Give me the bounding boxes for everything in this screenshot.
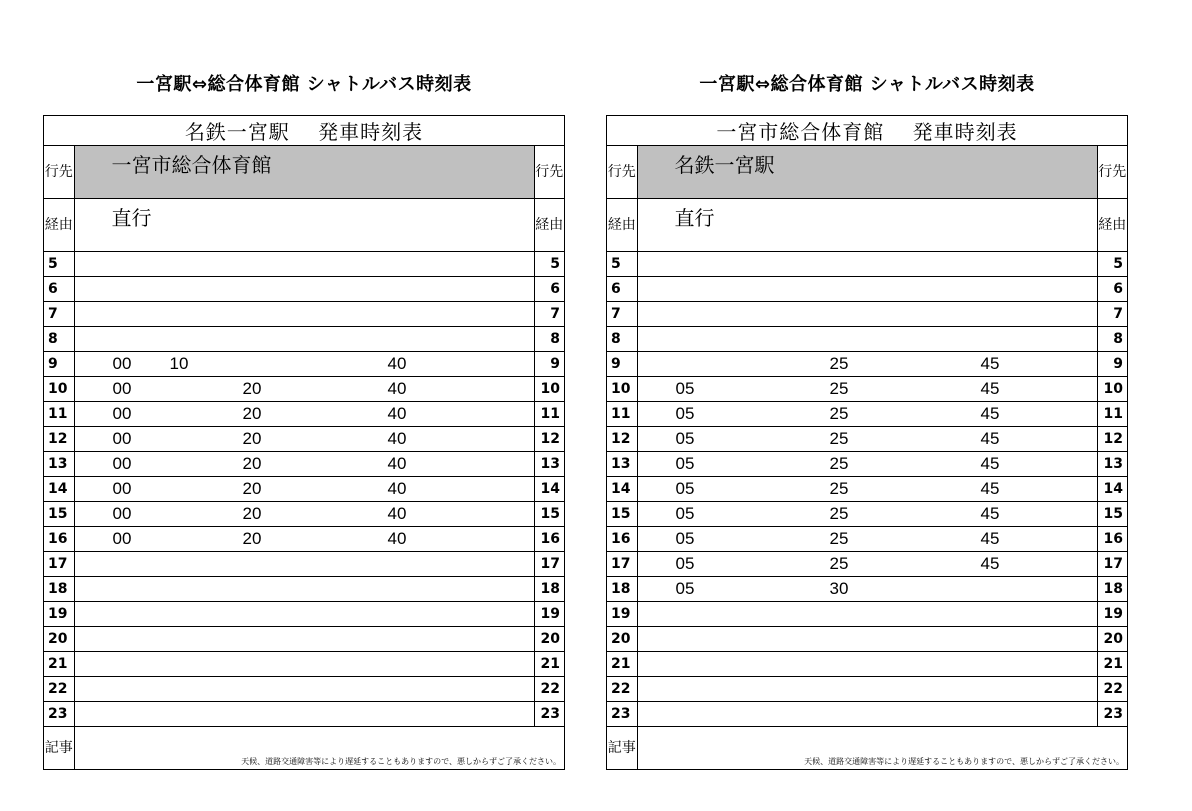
hour-row <box>44 502 564 527</box>
departure-minute: 05 <box>675 529 695 548</box>
destination-name: 名鉄一宮駅 <box>637 146 1097 199</box>
hour-label: 18 <box>607 577 637 602</box>
departure-minutes <box>74 252 534 277</box>
hour-label-right: 21 <box>534 652 564 677</box>
hour-label: 7 <box>607 302 637 327</box>
hour-label-right: 18 <box>1097 577 1127 602</box>
departure-minutes <box>637 552 1097 577</box>
departure-minutes <box>74 627 534 652</box>
notes-row <box>607 727 1127 770</box>
timetable-header: 一宮市総合体育館 発車時刻表 <box>607 116 1127 146</box>
hour-row <box>607 427 1127 452</box>
departure-minutes <box>637 377 1097 402</box>
departure-minute: 10 <box>169 354 189 373</box>
departure-minute: 25 <box>829 404 849 423</box>
hour-label: 8 <box>44 327 74 352</box>
hour-row <box>607 327 1127 352</box>
via-row <box>607 199 1127 252</box>
hour-label-right: 14 <box>534 477 564 502</box>
departure-minute: 45 <box>980 554 1000 573</box>
via-row <box>44 199 564 252</box>
departure-minute: 45 <box>980 454 1000 473</box>
hour-label: 17 <box>607 552 637 577</box>
hour-label-right: 20 <box>1097 627 1127 652</box>
hour-label-right: 13 <box>534 452 564 477</box>
hour-label-right: 15 <box>1097 502 1127 527</box>
via-label-right: 経由 <box>534 199 564 252</box>
departure-minutes <box>637 702 1097 727</box>
hour-label: 21 <box>607 652 637 677</box>
via-label-right: 経由 <box>1097 199 1127 252</box>
departure-minute: 40 <box>387 454 407 473</box>
departure-minute: 45 <box>980 479 1000 498</box>
departure-minute: 20 <box>242 479 262 498</box>
hour-label-right: 12 <box>1097 427 1127 452</box>
departure-minutes <box>637 277 1097 302</box>
hour-label: 12 <box>607 427 637 452</box>
departure-minutes <box>74 577 534 602</box>
hour-label: 14 <box>44 477 74 502</box>
notes-row <box>44 727 564 770</box>
hour-row <box>607 652 1127 677</box>
hour-row <box>607 627 1127 652</box>
departure-minute: 25 <box>829 354 849 373</box>
hour-label: 16 <box>44 527 74 552</box>
destination-label: 行先 <box>607 146 637 199</box>
hour-label-right: 6 <box>534 277 564 302</box>
hour-label: 20 <box>44 627 74 652</box>
hour-label: 10 <box>607 377 637 402</box>
departure-minutes <box>637 252 1097 277</box>
timetable <box>44 116 564 769</box>
departure-minutes <box>74 702 534 727</box>
departure-minutes <box>74 527 534 552</box>
hour-label-right: 16 <box>1097 527 1127 552</box>
departure-minute: 20 <box>242 379 262 398</box>
departure-minutes <box>74 352 534 377</box>
hour-label: 17 <box>44 552 74 577</box>
departure-minutes <box>74 427 534 452</box>
hour-row <box>44 352 564 377</box>
departure-minute: 20 <box>242 429 262 448</box>
departure-minutes <box>637 327 1097 352</box>
hour-label-right: 16 <box>534 527 564 552</box>
destination-label: 行先 <box>44 146 74 199</box>
hour-label-right: 8 <box>534 327 564 352</box>
timetable-panel-left <box>43 72 565 770</box>
departure-minute: 05 <box>675 504 695 523</box>
hour-row <box>607 452 1127 477</box>
hour-label: 13 <box>607 452 637 477</box>
departure-minutes <box>637 677 1097 702</box>
panel-title: 一宮駅⇔総合体育館 シャトルバス時刻表 <box>136 74 472 95</box>
departure-minute: 00 <box>112 454 132 473</box>
hour-label: 20 <box>607 627 637 652</box>
hour-row <box>44 377 564 402</box>
hour-label: 11 <box>607 402 637 427</box>
destination-label-right: 行先 <box>534 146 564 199</box>
departure-minute: 00 <box>112 529 132 548</box>
departure-minute: 00 <box>112 379 132 398</box>
departure-minutes <box>74 602 534 627</box>
destination-row <box>44 146 564 199</box>
via-value: 直行 <box>74 199 534 252</box>
departure-minute: 00 <box>112 504 132 523</box>
timetable-panel-right <box>606 72 1128 770</box>
hour-row <box>44 652 564 677</box>
hour-label: 7 <box>44 302 74 327</box>
hour-row <box>44 702 564 727</box>
departure-minute: 25 <box>829 504 849 523</box>
destination-row <box>607 146 1127 199</box>
departure-minutes <box>637 602 1097 627</box>
hour-label-right: 15 <box>534 502 564 527</box>
via-value: 直行 <box>637 199 1097 252</box>
departure-minute: 20 <box>242 504 262 523</box>
departure-minutes <box>637 402 1097 427</box>
departure-minutes <box>637 427 1097 452</box>
departure-minutes <box>74 552 534 577</box>
panel-title: 一宮駅⇔総合体育館 シャトルバス時刻表 <box>699 74 1035 95</box>
departure-minute: 25 <box>829 454 849 473</box>
hour-row <box>44 527 564 552</box>
hour-row <box>44 327 564 352</box>
departure-minute: 05 <box>675 429 695 448</box>
hour-label: 15 <box>607 502 637 527</box>
timetable-frame <box>606 115 1128 770</box>
departure-minute: 00 <box>112 479 132 498</box>
destination-name: 一宮市総合体育館 <box>74 146 534 199</box>
departure-minute: 25 <box>829 529 849 548</box>
timetable-body <box>607 116 1127 769</box>
hour-label-right: 19 <box>1097 602 1127 627</box>
hour-label: 11 <box>44 402 74 427</box>
departure-minutes <box>637 452 1097 477</box>
departure-minutes <box>74 502 534 527</box>
hour-label-right: 13 <box>1097 452 1127 477</box>
departure-minute: 25 <box>829 379 849 398</box>
departure-minute: 40 <box>387 379 407 398</box>
hour-row <box>607 702 1127 727</box>
departure-minutes <box>637 527 1097 552</box>
hour-row <box>607 502 1127 527</box>
hour-label: 14 <box>607 477 637 502</box>
hour-label-right: 23 <box>534 702 564 727</box>
hour-row <box>607 577 1127 602</box>
departure-minute: 40 <box>387 404 407 423</box>
hour-row <box>44 427 564 452</box>
hour-label: 21 <box>44 652 74 677</box>
hour-label: 6 <box>44 277 74 302</box>
departure-minute: 40 <box>387 504 407 523</box>
departure-minutes <box>74 327 534 352</box>
departure-minute: 05 <box>675 479 695 498</box>
hour-row <box>44 602 564 627</box>
departure-minutes <box>74 377 534 402</box>
departure-minute: 05 <box>675 404 695 423</box>
hour-row <box>607 352 1127 377</box>
departure-minutes <box>74 452 534 477</box>
hour-label: 8 <box>607 327 637 352</box>
departure-minute: 30 <box>829 579 849 598</box>
hour-label: 22 <box>607 677 637 702</box>
hour-label: 6 <box>607 277 637 302</box>
hour-row <box>44 252 564 277</box>
departure-minutes <box>74 677 534 702</box>
hour-row <box>607 252 1127 277</box>
departure-minute: 40 <box>387 479 407 498</box>
departure-minutes <box>74 477 534 502</box>
hour-label: 19 <box>44 602 74 627</box>
hour-row <box>607 602 1127 627</box>
hour-row <box>44 552 564 577</box>
departure-minutes <box>637 652 1097 677</box>
hour-label-right: 14 <box>1097 477 1127 502</box>
hour-row <box>44 302 564 327</box>
hour-label: 10 <box>44 377 74 402</box>
hour-label-right: 19 <box>534 602 564 627</box>
hour-label: 18 <box>44 577 74 602</box>
departure-minute: 25 <box>829 554 849 573</box>
departure-minute: 00 <box>112 429 132 448</box>
hour-label-right: 20 <box>534 627 564 652</box>
hour-row <box>607 377 1127 402</box>
hour-label-right: 11 <box>1097 402 1127 427</box>
departure-minute: 40 <box>387 429 407 448</box>
hour-label-right: 5 <box>1097 252 1127 277</box>
hour-label-right: 9 <box>534 352 564 377</box>
notes-text: 天候、道路交通障害等により遅延することもありますので、悪しからずご了承ください。 <box>74 727 564 770</box>
departure-minutes <box>637 352 1097 377</box>
header-row <box>44 116 564 146</box>
hour-row <box>607 552 1127 577</box>
notes-text: 天候、道路交通障害等により遅延することもありますので、悪しからずご了承ください。 <box>637 727 1127 770</box>
departure-minute: 05 <box>675 454 695 473</box>
hour-row <box>607 677 1127 702</box>
hour-label: 23 <box>44 702 74 727</box>
departure-minute: 20 <box>242 404 262 423</box>
timetable-body <box>44 116 564 769</box>
hour-label: 9 <box>44 352 74 377</box>
departure-minute: 25 <box>829 429 849 448</box>
departure-minutes <box>637 302 1097 327</box>
hour-label-right: 10 <box>1097 377 1127 402</box>
hour-label-right: 8 <box>1097 327 1127 352</box>
hour-row <box>44 677 564 702</box>
hour-label-right: 11 <box>534 402 564 427</box>
departure-minute: 45 <box>980 404 1000 423</box>
departure-minute: 40 <box>387 529 407 548</box>
hour-label-right: 12 <box>534 427 564 452</box>
hour-label: 5 <box>44 252 74 277</box>
hour-label-right: 10 <box>534 377 564 402</box>
via-label: 経由 <box>607 199 637 252</box>
departure-minutes <box>637 577 1097 602</box>
hour-row <box>607 302 1127 327</box>
departure-minute: 00 <box>112 404 132 423</box>
hour-label: 15 <box>44 502 74 527</box>
hour-label-right: 17 <box>534 552 564 577</box>
hour-row <box>44 477 564 502</box>
departure-minute: 45 <box>980 354 1000 373</box>
hour-label-right: 7 <box>534 302 564 327</box>
departure-minute: 40 <box>387 354 407 373</box>
timetable-header: 名鉄一宮駅 発車時刻表 <box>44 116 564 146</box>
notes-label: 記事 <box>607 727 637 770</box>
departure-minutes <box>74 652 534 677</box>
hour-label: 23 <box>607 702 637 727</box>
timetable-frame <box>43 115 565 770</box>
via-label: 経由 <box>44 199 74 252</box>
departure-minute: 05 <box>675 379 695 398</box>
hour-row <box>44 277 564 302</box>
hour-label-right: 18 <box>534 577 564 602</box>
destination-label-right: 行先 <box>1097 146 1127 199</box>
hour-row <box>44 402 564 427</box>
hour-label-right: 5 <box>534 252 564 277</box>
departure-minutes <box>637 477 1097 502</box>
hour-label-right: 23 <box>1097 702 1127 727</box>
hour-label-right: 7 <box>1097 302 1127 327</box>
hour-label-right: 17 <box>1097 552 1127 577</box>
departure-minute: 45 <box>980 429 1000 448</box>
departure-minute: 45 <box>980 529 1000 548</box>
departure-minutes <box>637 627 1097 652</box>
hour-label: 16 <box>607 527 637 552</box>
hour-row <box>607 527 1127 552</box>
departure-minute: 05 <box>675 579 695 598</box>
hour-row <box>44 452 564 477</box>
hour-label: 22 <box>44 677 74 702</box>
hour-label: 13 <box>44 452 74 477</box>
departure-minutes <box>74 402 534 427</box>
departure-minute: 05 <box>675 554 695 573</box>
timetable <box>607 116 1127 769</box>
hour-label: 5 <box>607 252 637 277</box>
departure-minute: 00 <box>112 354 132 373</box>
hour-row <box>607 402 1127 427</box>
departure-minutes <box>74 302 534 327</box>
departure-minute: 45 <box>980 379 1000 398</box>
departure-minute: 20 <box>242 529 262 548</box>
hour-label: 12 <box>44 427 74 452</box>
departure-minutes <box>637 502 1097 527</box>
hour-row <box>607 277 1127 302</box>
departure-minute: 45 <box>980 504 1000 523</box>
hour-label-right: 21 <box>1097 652 1127 677</box>
hour-row <box>607 477 1127 502</box>
hour-label-right: 9 <box>1097 352 1127 377</box>
hour-label: 9 <box>607 352 637 377</box>
hour-label: 19 <box>607 602 637 627</box>
departure-minute: 20 <box>242 454 262 473</box>
hour-row <box>44 577 564 602</box>
hour-label-right: 22 <box>1097 677 1127 702</box>
hour-label-right: 22 <box>534 677 564 702</box>
hour-row <box>44 627 564 652</box>
notes-label: 記事 <box>44 727 74 770</box>
header-row <box>607 116 1127 146</box>
departure-minutes <box>74 277 534 302</box>
hour-label-right: 6 <box>1097 277 1127 302</box>
departure-minute: 25 <box>829 479 849 498</box>
